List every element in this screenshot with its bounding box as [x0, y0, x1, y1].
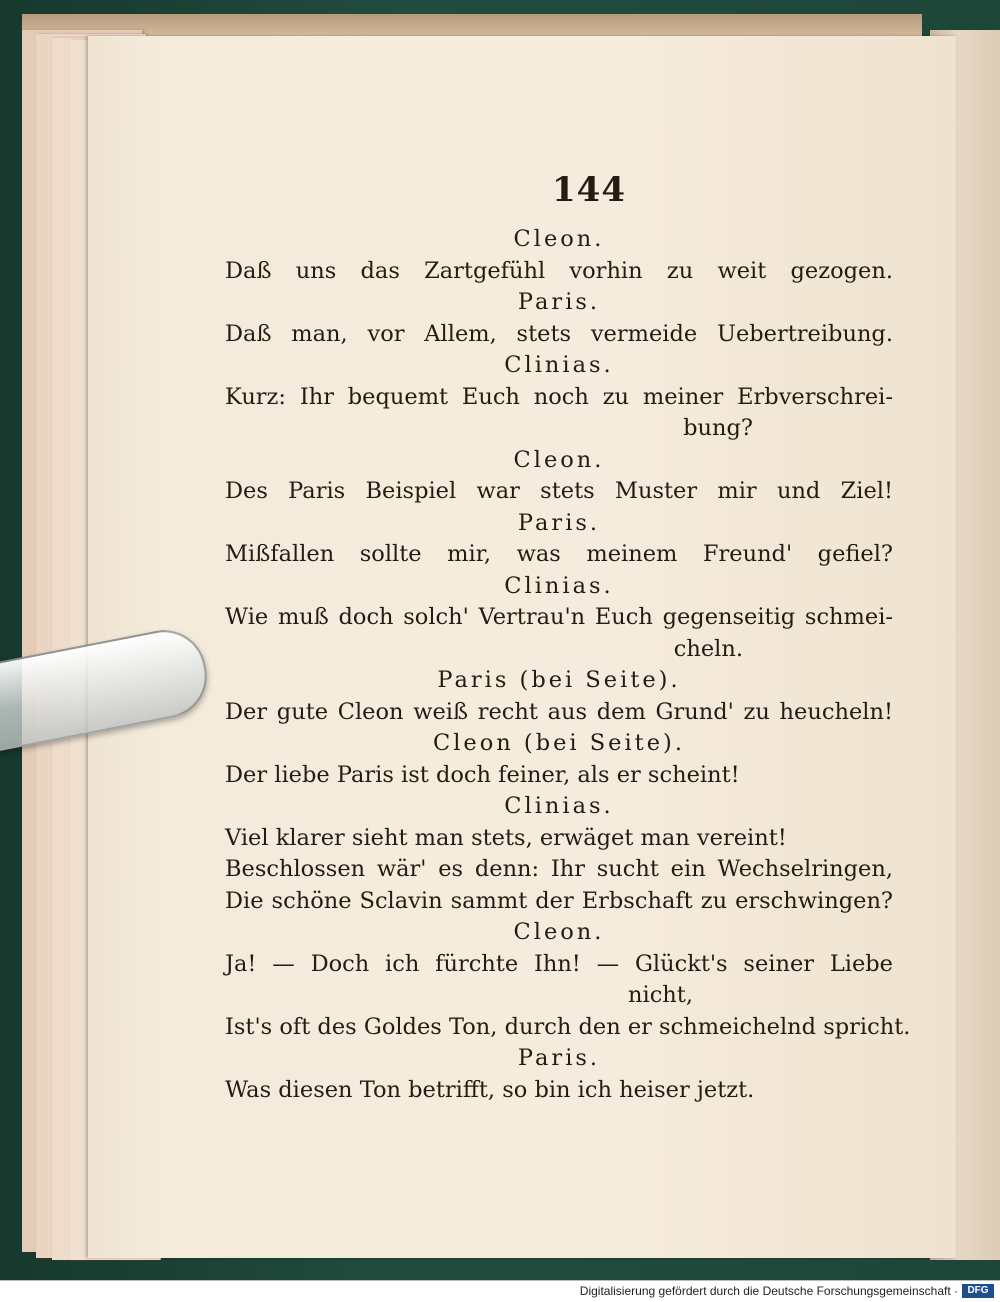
- speaker-line: Clinias.: [504, 572, 614, 599]
- dialogue-line: Wie muß doch solch' Vertrau'n Euch gegenseitig schmei-: [225, 604, 893, 630]
- speaker-line: Clinias.: [504, 793, 614, 819]
- dialogue-line: Der liebe Paris ist doch feiner, als er scheint!: [225, 761, 740, 788]
- dialogue-line: Mißfallen sollte mir, was meinem Freund' gefiel?: [225, 541, 893, 567]
- dialogue-line: Ja! — Doch ich fürchte Ihn! — Glückt's seiner Liebe: [225, 950, 893, 977]
- speaker-line: Cleon.: [513, 919, 605, 945]
- dialogue-line: Ist's oft des Goldes Ton, durch den er schmeichelnd spricht.: [225, 1013, 911, 1040]
- footer-bar: [0, 1280, 1000, 1302]
- speaker-line: Clinias.: [504, 352, 614, 378]
- speaker-line: Cleon.: [513, 226, 605, 252]
- dialogue-line: Kurz: Ihr bequemt Euch noch zu meiner Erbverschrei-: [225, 383, 893, 410]
- dialogue-line: Beschlossen wär' es denn: Ihr sucht ein Wechselringen,: [225, 856, 893, 882]
- continuation-line: bung?: [683, 415, 753, 441]
- continuation-line: nicht,: [628, 982, 693, 1008]
- continuation-line: cheln.: [673, 635, 743, 662]
- page-number: 144: [552, 170, 626, 210]
- dialogue-line: Daß uns das Zartgefühl vorhin zu weit gezogen.: [225, 257, 893, 284]
- funding-credit: Digitalisierung gefördert durch die Deutsche Forschungsgemeinschaft ·: [579, 1284, 958, 1298]
- dfg-logo-icon: DFG: [962, 1284, 994, 1298]
- dialogue-line: Der gute Cleon weiß recht aus dem Grund' zu heucheln!: [225, 698, 893, 725]
- dialogue-line: Daß man, vor Allem, stets vermeide Uebertreibung.: [225, 320, 893, 347]
- dialogue-line: Die schöne Sclavin sammt der Erbschaft zu erschwingen?: [225, 887, 893, 914]
- speaker-line: Paris (bei Seite).: [437, 667, 681, 693]
- dialogue-line: Des Paris Beispiel war stets Muster mir und Ziel!: [225, 478, 893, 504]
- speaker-line: Paris.: [517, 509, 601, 536]
- dialogue-line: Viel klarer sieht man stets, erwäget man vereint!: [225, 824, 787, 851]
- speaker-line: Cleon.: [513, 446, 605, 473]
- book-cover-edge: [22, 14, 922, 38]
- dialogue-line: Was diesen Ton betrifft, so bin ich heiser jetzt.: [225, 1076, 755, 1103]
- page-text: [225, 168, 911, 1106]
- speaker-line: Paris.: [517, 289, 601, 315]
- speaker-line: Cleon (bei Seite).: [433, 730, 685, 756]
- speaker-line: Paris.: [517, 1045, 601, 1071]
